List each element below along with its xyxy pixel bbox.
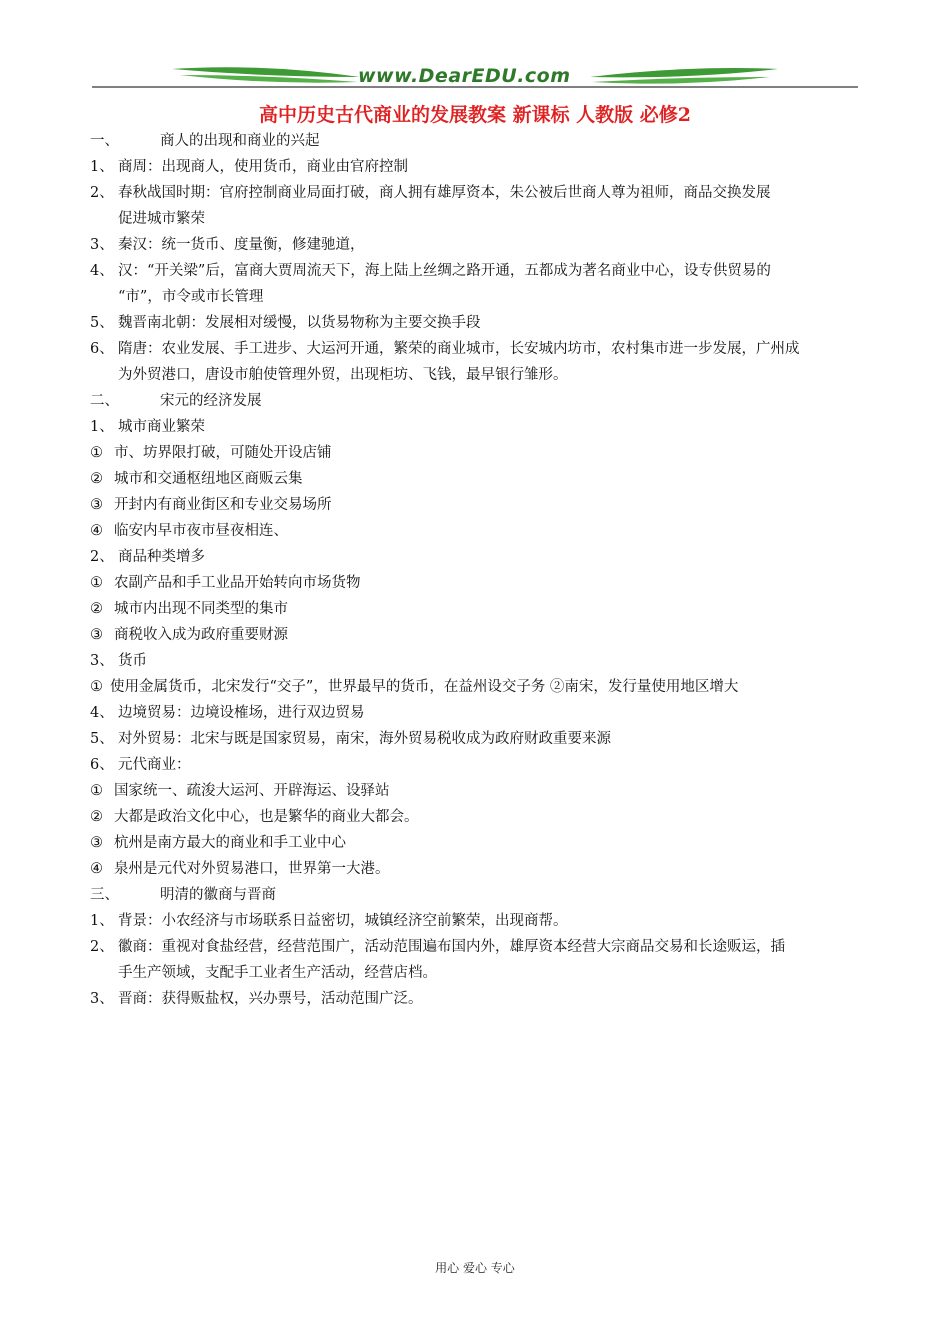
item-text: 宋元的经济发展: [160, 393, 262, 409]
item-number: 2、: [90, 549, 114, 565]
item-number: 1、: [90, 159, 114, 175]
list-item: [90, 596, 870, 622]
list-item: [90, 180, 870, 206]
item-number: ①: [90, 783, 103, 799]
list-item: [90, 466, 870, 492]
item-number: 5、: [90, 731, 114, 747]
continuation-line: [90, 284, 870, 310]
item-text: 元代商业：: [118, 757, 191, 773]
item-number: ②: [90, 471, 103, 487]
list-item: [90, 336, 870, 362]
item-text: 农副产品和手工业品开始转向市场货物: [114, 575, 361, 591]
item-text: 大都是政治文化中心，也是繁华的商业大都会。: [114, 809, 419, 825]
item-text: 春秋战国时期：官府控制商业局面打破，商人拥有雄厚资本，朱公被后世商人尊为祖师，商品交换发展: [118, 185, 771, 201]
item-text: 晋商：获得贩盐权，兴办票号，活动范围广泛。: [118, 991, 423, 1007]
item-text: “市”，市令或市长管理: [118, 289, 264, 305]
list-item: [90, 908, 870, 934]
item-number: 3、: [90, 991, 114, 1007]
list-item: [90, 154, 870, 180]
item-text: 手生产领域，支配手工业者生产活动，经营店档。: [118, 965, 437, 981]
item-text: 城市内出现不同类型的集市: [114, 601, 288, 617]
list-item: [90, 804, 870, 830]
document-body: [90, 128, 870, 1012]
item-number: 6、: [90, 757, 114, 773]
list-item: [90, 622, 870, 648]
item-number: 4、: [90, 705, 114, 721]
site-logo-text[interactable]: www.DearEDU.com: [358, 65, 571, 87]
item-number: 3、: [90, 653, 114, 669]
list-item: [90, 310, 870, 336]
item-number: 5、: [90, 315, 114, 331]
section-heading: [90, 128, 870, 154]
list-item: [90, 518, 870, 544]
section-heading: [90, 388, 870, 414]
item-text: 杭州是南方最大的商业和手工业中心: [114, 835, 346, 851]
page-footer: 用心 爱心 专心: [435, 1261, 515, 1275]
continuation-line: [90, 206, 870, 232]
list-item: [90, 544, 870, 570]
item-text: 徽商：重视对食盐经营，经营范围广，活动范围遍布国内外，雄厚资本经营大宗商品交易和长途贩运，插: [118, 939, 785, 955]
item-number: ③: [90, 835, 103, 851]
item-text: 商周：出现商人，使用货币，商业由官府控制: [118, 159, 408, 175]
item-number: ③: [90, 497, 103, 513]
document-title: 高中历史古代商业的发展教案 新课标 人教版 必修2: [258, 104, 692, 126]
item-text: 城市商业繁荣: [118, 419, 205, 435]
list-item: [90, 726, 870, 752]
item-text: 明清的徽商与晋商: [160, 887, 276, 903]
item-number: ①: [90, 679, 103, 695]
list-item: [90, 830, 870, 856]
item-number: 2、: [90, 939, 114, 955]
list-item: [90, 856, 870, 882]
item-text: 促进城市繁荣: [118, 211, 205, 227]
item-number: 三、: [90, 887, 119, 903]
item-number: ②: [90, 601, 103, 617]
list-item: [90, 414, 870, 440]
item-text: 商税收入成为政府重要财源: [114, 627, 288, 643]
list-item: [90, 232, 870, 258]
item-number: 6、: [90, 341, 114, 357]
item-number: ③: [90, 627, 103, 643]
item-text: 隋唐：农业发展、手工进步、大运河开通，繁荣的商业城市，长安城内坊市，农村集市进一步发展，广州成: [118, 341, 800, 357]
item-text: 商品种类增多: [118, 549, 205, 565]
item-number: 一、: [90, 133, 119, 149]
item-text: 汉：“开关梁”后，富商大贾周流天下，海上陆上丝绸之路开通，五都成为著名商业中心，设专供贸易的: [118, 263, 771, 279]
item-text: 背景：小农经济与市场联系日益密切，城镇经济空前繁荣，出现商帮。: [118, 913, 568, 929]
list-item: [90, 258, 870, 284]
item-text: 临安内早市夜市昼夜相连、: [114, 523, 288, 539]
list-item: [90, 570, 870, 596]
list-item: [90, 440, 870, 466]
list-item: [90, 700, 870, 726]
list-item: [90, 778, 870, 804]
item-number: 二、: [90, 393, 119, 409]
list-item: [90, 648, 870, 674]
item-number: ①: [90, 445, 103, 461]
item-number: 1、: [90, 913, 114, 929]
item-number: ④: [90, 861, 103, 877]
item-text: 开封内有商业街区和专业交易场所: [114, 497, 332, 513]
continuation-line: [90, 960, 870, 986]
item-number: ①: [90, 575, 103, 591]
item-text: 国家统一、疏浚大运河、开辟海运、设驿站: [114, 783, 390, 799]
item-text: 商人的出现和商业的兴起: [160, 133, 320, 149]
item-text: 对外贸易：北宋与既是国家贸易，南宋，海外贸易税收成为政府财政重要来源: [118, 731, 611, 747]
item-text: 市、坊界限打破，可随处开设店铺: [114, 445, 332, 461]
list-item: [90, 674, 870, 700]
item-number: 2、: [90, 185, 114, 201]
item-text: 边境贸易：边境设榷场，进行双边贸易: [118, 705, 365, 721]
item-number: 3、: [90, 237, 114, 253]
list-item: [90, 986, 870, 1012]
item-number: ④: [90, 523, 103, 539]
item-text: 货币: [118, 653, 147, 669]
item-number: 4、: [90, 263, 114, 279]
list-item: [90, 752, 870, 778]
item-text: 使用金属货币，北宋发行“交子”，世界最早的货币，在益州设交子务 ②南宋，发行量使用地区增大: [110, 679, 739, 695]
section-heading: [90, 882, 870, 908]
list-item: [90, 934, 870, 960]
item-text: 城市和交通枢纽地区商贩云集: [114, 471, 303, 487]
item-number: 1、: [90, 419, 114, 435]
header-banner: [0, 55, 950, 95]
item-text: 泉州是元代对外贸易港口，世界第一大港。: [114, 861, 390, 877]
list-item: [90, 492, 870, 518]
continuation-line: [90, 362, 870, 388]
item-text: 秦汉：统一货币、度量衡，修建驰道，: [118, 237, 365, 253]
item-text: 魏晋南北朝：发展相对缓慢，以货易物称为主要交换手段: [118, 315, 481, 331]
item-text: 为外贸港口，唐设市舶使管理外贸，出现柜坊、飞钱，最早银行雏形。: [118, 367, 568, 383]
item-number: ②: [90, 809, 103, 825]
